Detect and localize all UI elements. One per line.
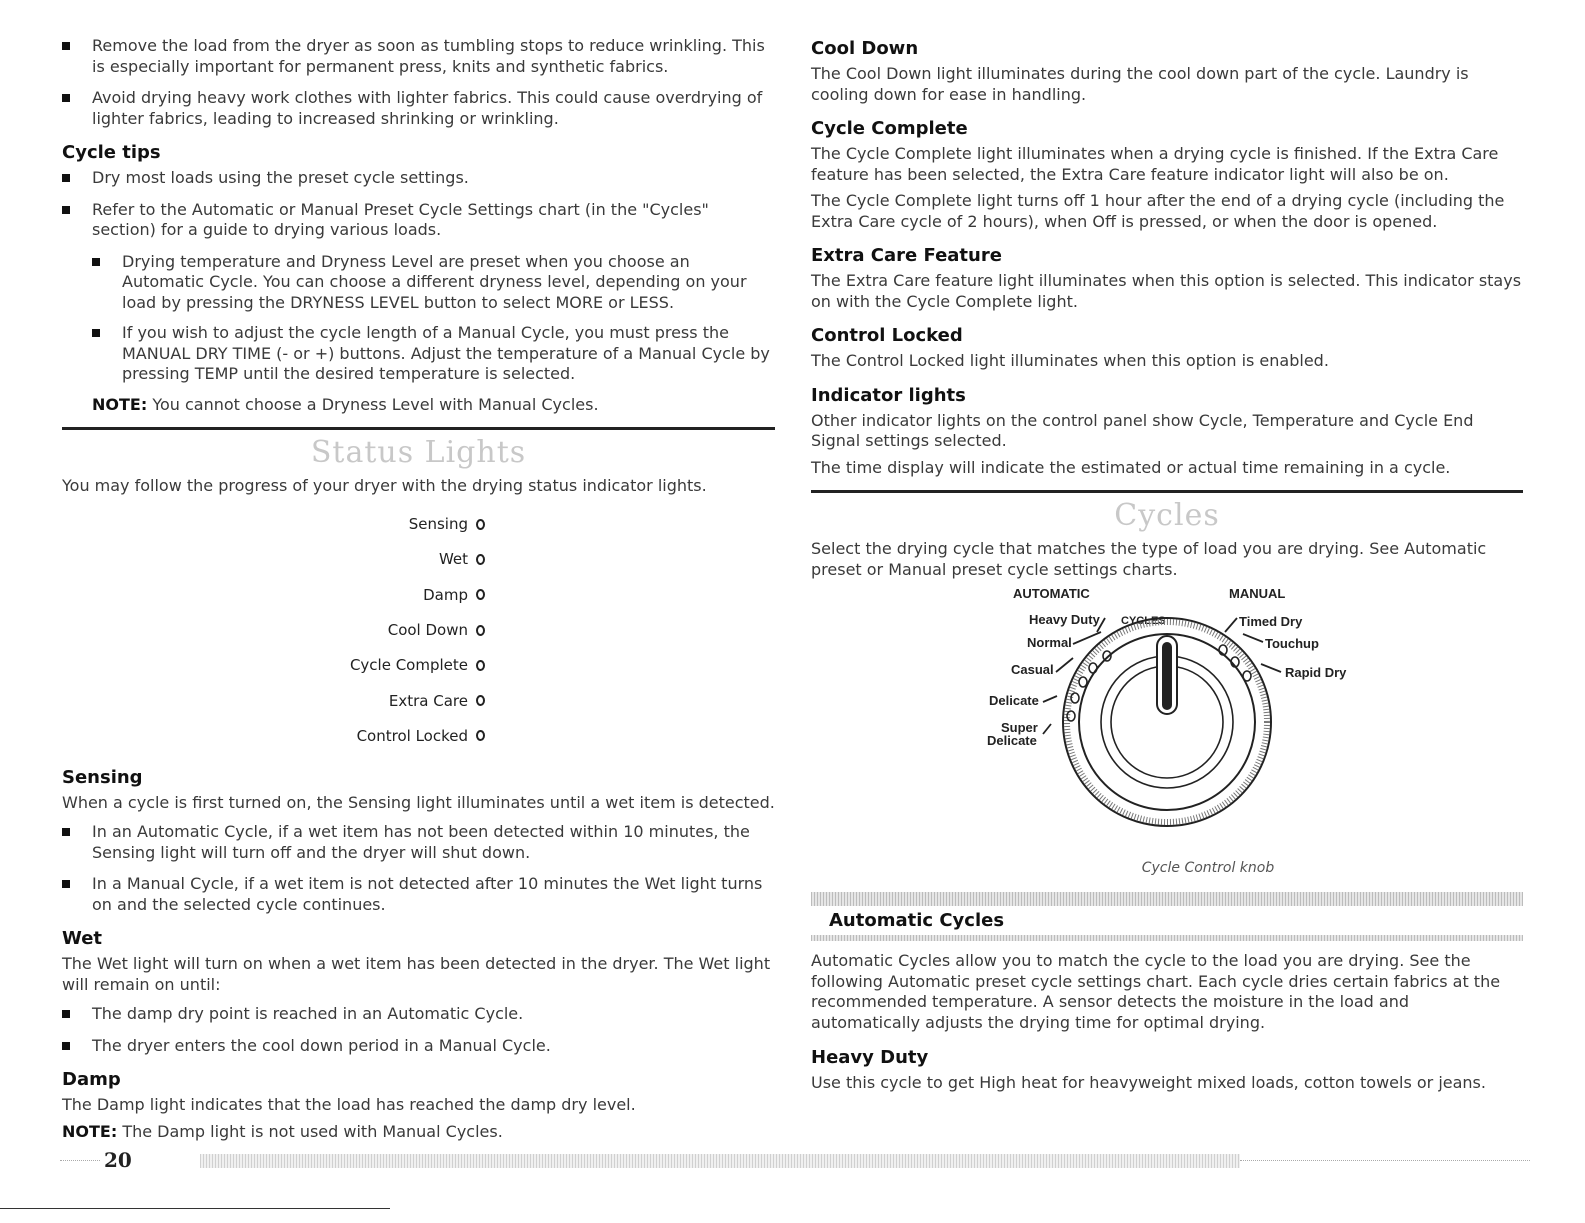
pointer-line [1043,696,1057,702]
list-item [62,36,775,77]
indicator-label: Extra Care [388,691,468,710]
bullet-text: If you wish to adjust the cycle length of a Manual Cycle, you must press the MANUAL DRY TIME (- or +) buttons. Adjust the temperature of a Manual Cycle by pressing TEMP until the desired temperature is selected. [122,323,770,383]
cycle-tips-list [62,168,775,241]
list-item [62,200,775,241]
status-indicator-list [62,507,775,754]
right-column [811,36,1523,1094]
status-indicator-damp [62,577,485,612]
knob-caption: Cycle Control knob [1141,860,1275,876]
cycles-title: Cycles [1114,498,1220,533]
note-label: NOTE: [62,1121,118,1141]
status-indicator-cycle-complete [62,648,485,683]
cycle-tips-note [92,395,775,416]
band-bottom [811,935,1523,941]
indicator-label: Sensing [408,515,468,534]
list-item [62,822,775,863]
knob-option-super-delicate: Delicate [987,733,1037,748]
indicator-lights-text: Other indicator lights on the control panel show Cycle, Temperature and Cycle End Signal settings selected. [811,410,1474,450]
indicator-light-icon [476,730,485,741]
cool-down-text: The Cool Down light illuminates during the cool down part of the cycle. Laundry is cooling down for ease in handling. [811,64,1469,104]
control-locked-heading: Control Locked [811,325,963,346]
extra-care-text: The Extra Care feature light illuminates when this option is selected. This indicator stays on with the Cycle Complete light. [811,271,1522,311]
indicator-lights-text-2: The time display will indicate the estimated or actual time remaining in a cycle. [811,457,1451,477]
heavy-duty-heading: Heavy Duty [811,1047,929,1068]
pointer-line [1056,658,1073,672]
sensing-heading: Sensing [62,766,143,788]
bullet-text: Remove the load from the dryer as soon as tumbling stops to reduce wrinkling. This is especially important for permanent press, knits and synthetic fabrics. [92,36,765,76]
knob-body [1063,618,1271,826]
indicator-light-icon [476,625,485,636]
bullet-text: The damp dry point is reached in an Automatic Cycle. [92,1004,524,1024]
cycle-tips-sub-list [92,252,775,385]
indicator-label: Cool Down [387,621,468,640]
bullet-text: Drying temperature and Dryness Level are preset when you choose an Automatic Cycle. You can choose a different dryness level, depending on your load by pressing the DRYNESS LEVEL button to select MORE or LESS. [122,251,747,312]
automatic-cycles-heading: Automatic Cycles [829,910,1005,931]
pointer-line [1261,664,1281,672]
knob-option-super: Super [1001,720,1038,735]
list-item [92,252,775,314]
sensing-list [62,822,775,915]
damp-note [62,1122,775,1143]
intro-bullet-list [62,36,775,129]
knob-option-delicate: Delicate [989,693,1039,708]
heavy-duty-text: Use this cycle to get High heat for heavyweight mixed loads, cotton towels or jeans. [811,1073,1486,1092]
status-indicator-wet [62,542,485,577]
list-item [62,874,775,915]
footer-rule [60,1160,100,1161]
control-locked-text: The Control Locked light illuminates when this option is enabled. [811,351,1329,370]
cycle-complete-text-2: The Cycle Complete light turns off 1 hour after the end of a drying cycle (including the Extra Care cycle of 2 hours), when Off is pressed, or when the door is opened. [811,191,1505,231]
cycle-control-knob-diagram [811,584,1523,854]
section-divider [62,427,775,430]
cycle-knob-illustration [811,584,1523,854]
wet-heading: Wet [62,928,103,950]
status-lights-intro: You may follow the progress of your dryer with the drying status indicator lights. [62,476,707,495]
footer-rule [1240,1160,1530,1161]
bullet-text: Dry most loads using the preset cycle settings. [92,168,469,187]
indicator-label: Control Locked [356,726,468,745]
knob-option-timed-dry: Timed Dry [1239,614,1303,629]
list-item [62,1036,775,1057]
status-indicator-extra-care [62,683,485,718]
note-text: You cannot choose a Dryness Level with Manual Cycles. [147,394,599,414]
knob-option-casual: Casual [1011,662,1054,677]
automatic-cycles-band [811,892,1523,941]
indicator-label: Damp [423,585,468,604]
pointer-line [1073,632,1101,644]
section-divider [811,490,1523,493]
pointer-line [1043,724,1051,734]
band-top [811,892,1523,906]
cool-down-heading: Cool Down [811,38,919,59]
automatic-cycles-text: Automatic Cycles allow you to match the cycle to the load you are drying. See the following Automatic preset cycle settings chart. Each cycle dries certain fabrics at the recommended temperature. A sensor detects the moisture in the load and automatically adjusts the drying time for optimal drying. [811,951,1501,1032]
indicator-light-icon [476,695,485,706]
cycle-complete-text: The Cycle Complete light illuminates when a drying cycle is finished. If the Extra Care feature has been selected, the Extra Care feature indicator light will also be on. [811,144,1499,184]
list-item [92,323,775,385]
damp-text: The Damp light indicates that the load has reached the damp dry level. [62,1095,636,1115]
indicator-light-icon [476,519,485,530]
extra-care-heading: Extra Care Feature [811,245,1002,266]
automatic-label: AUTOMATIC [1013,586,1090,601]
bullet-text: In a Manual Cycle, if a wet item is not detected after 10 minutes the Wet light turns on and the selected cycle continues. [92,874,763,914]
status-indicator-control-locked [62,718,485,753]
note-text: The Damp light is not used with Manual Cycles. [117,1121,503,1141]
manual-label: MANUAL [1229,586,1286,601]
indicator-light-icon [476,554,485,565]
note-label: NOTE: [92,394,148,414]
cycle-complete-heading: Cycle Complete [811,118,968,139]
bullet-text: Avoid drying heavy work clothes with lighter fabrics. This could cause overdrying of lighter fabrics, leading to increased shrinking or wrinkling. [92,88,763,128]
bullet-text: In an Automatic Cycle, if a wet item has not been detected within 10 minutes, the Sensing light will turn off and the dryer will shut down. [92,822,750,862]
list-item [62,88,775,129]
status-indicator-cool-down [62,612,485,647]
footer-band [200,1154,1240,1168]
cycle-tips-heading: Cycle tips [62,142,161,163]
page-footer [60,1148,1480,1174]
knob-option-touchup: Touchup [1265,636,1319,651]
indicator-label: Wet [438,550,468,569]
indicator-light-icon [476,589,485,600]
pointer-line [1243,634,1263,642]
damp-heading: Damp [62,1069,121,1091]
bullet-text: The dryer enters the cool down period in a Manual Cycle. [92,1035,551,1055]
cycles-label: CYCLES [1121,615,1166,627]
sensing-text: When a cycle is first turned on, the Sensing light illuminates until a wet item is detected. [62,792,775,812]
left-column [62,36,775,1142]
cycles-intro: Select the drying cycle that matches the type of load you are drying. See Automatic preset or Manual preset cycle settings charts. [811,539,1487,579]
knob-option-rapid-dry: Rapid Dry [1285,665,1347,680]
status-indicator-sensing [62,507,485,542]
page-number: 20 [104,1148,132,1172]
indicator-light-icon [476,660,485,671]
wet-list [62,1004,775,1056]
knob-option-normal: Normal [1027,635,1072,650]
wet-text: The Wet light will turn on when a wet item has been detected in the dryer. The Wet light will remain on until: [62,954,771,994]
bullet-text: Refer to the Automatic or Manual Preset Cycle Settings chart (in the "Cycles" section) for a guide to drying various loads. [92,199,709,239]
knob-option-heavy-duty: Heavy Duty [1029,612,1100,627]
pointer-line [1225,618,1237,632]
indicator-label: Cycle Complete [349,656,468,675]
indicator-lights-heading: Indicator lights [811,384,966,406]
list-item [62,168,775,189]
status-lights-title: Status Lights [310,435,527,470]
page-edge-line [0,1208,390,1209]
list-item [62,1004,775,1025]
